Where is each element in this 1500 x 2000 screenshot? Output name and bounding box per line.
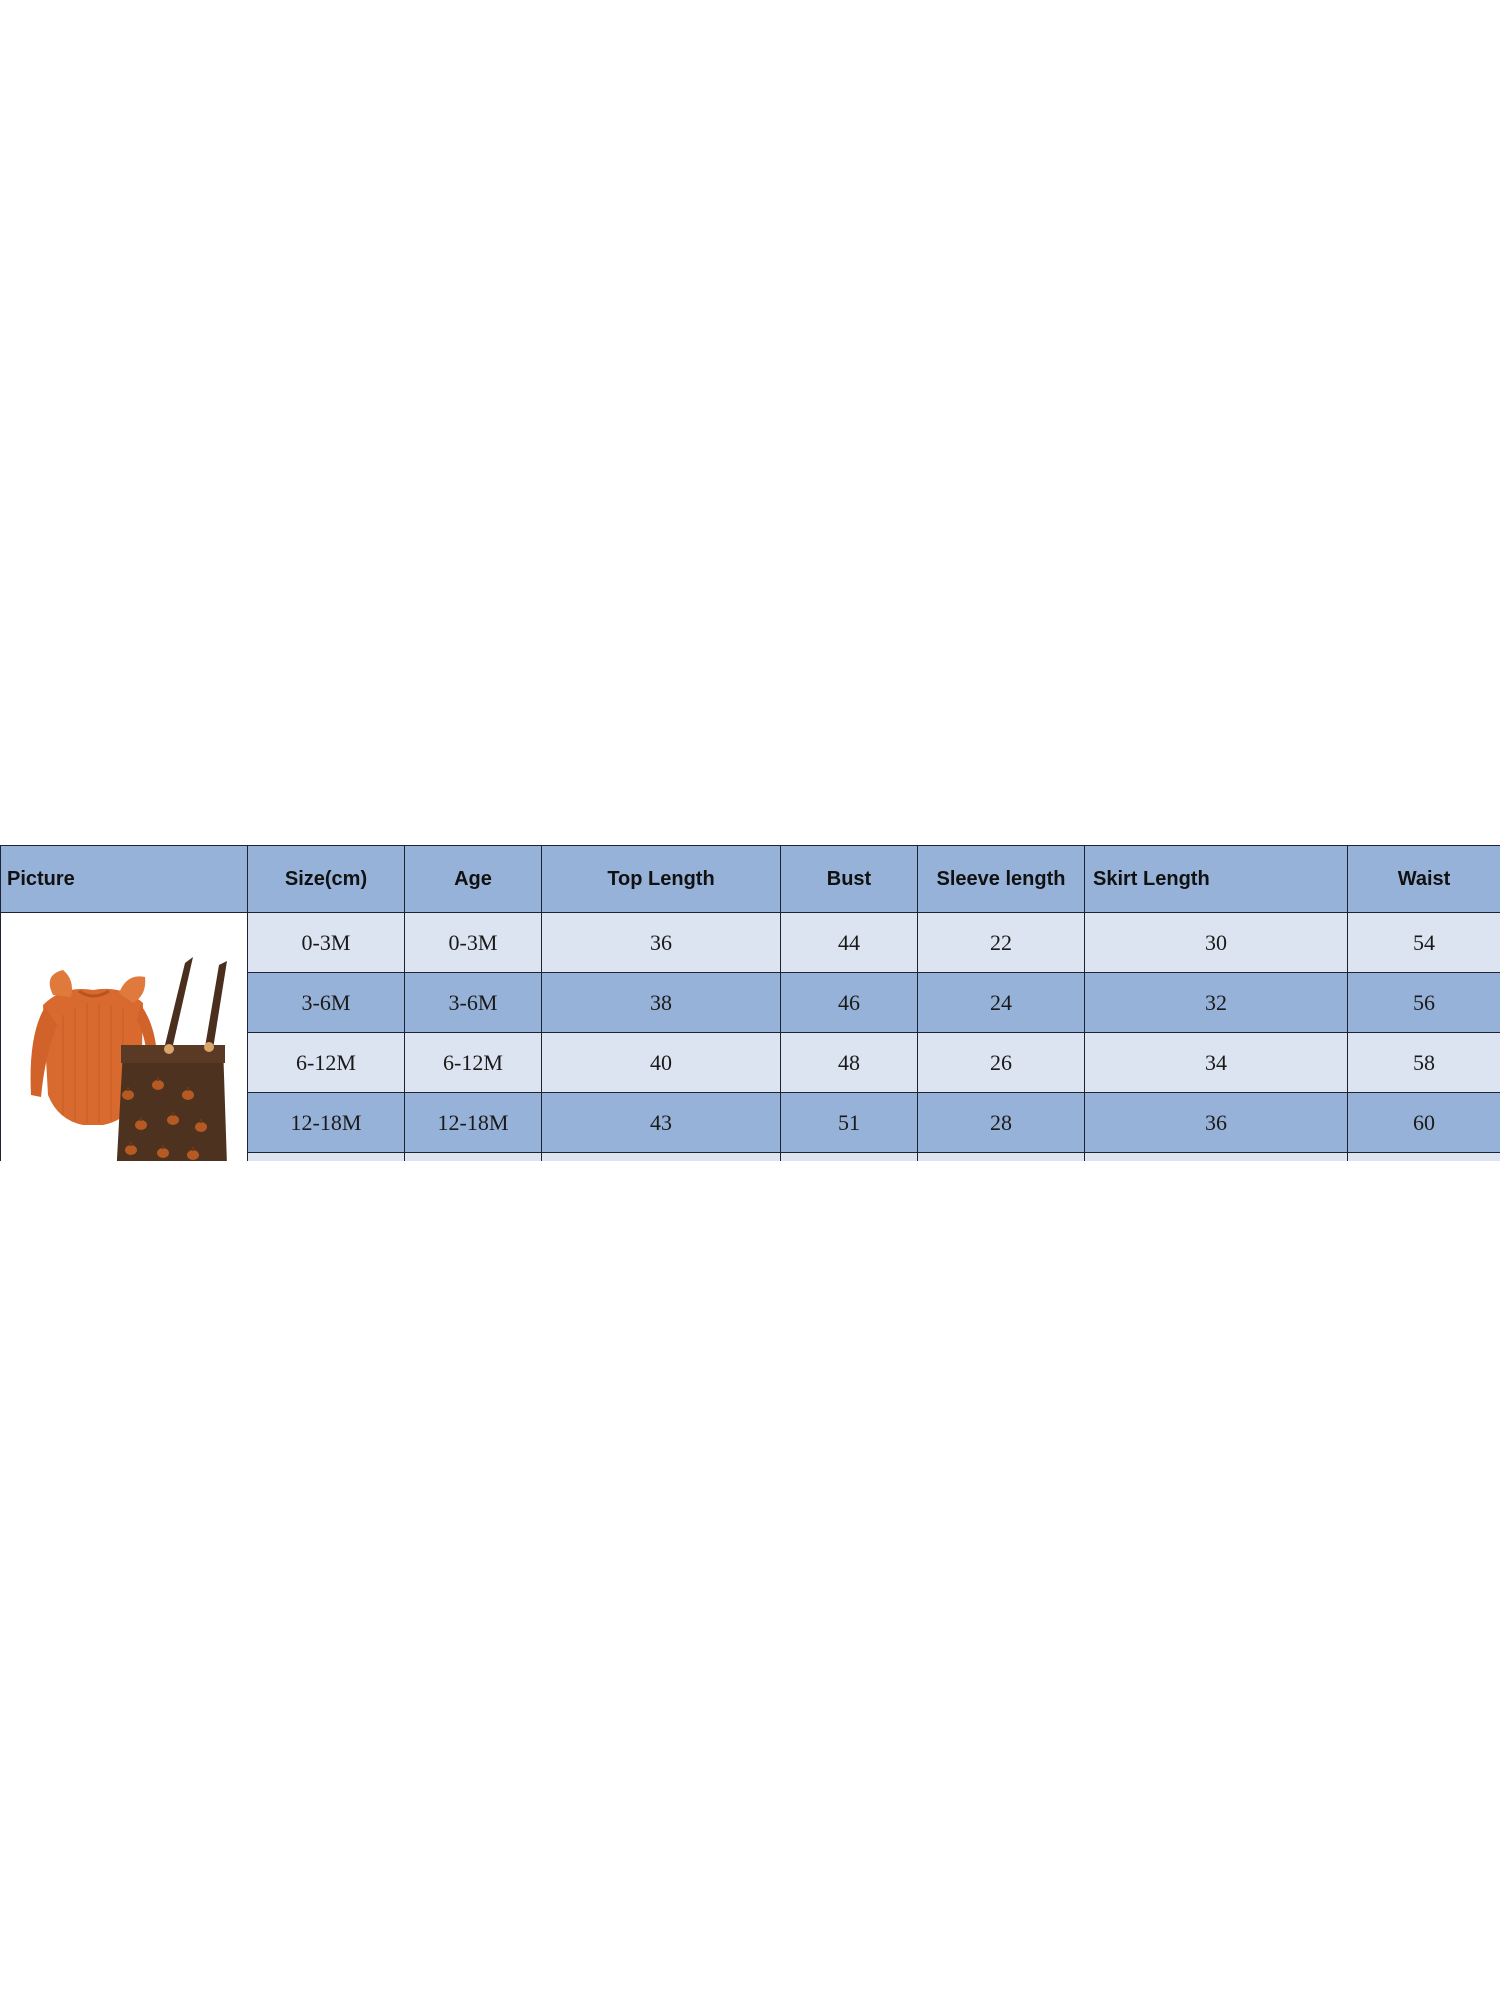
- size-row: [1, 913, 1500, 973]
- header-skirt-length: Skirt Length: [1085, 846, 1348, 913]
- cell-waist: 58: [1348, 1033, 1500, 1093]
- cell-skirt-length: 30: [1085, 913, 1348, 973]
- cell-waist: 56: [1348, 973, 1500, 1033]
- cell-top-length: 36: [542, 913, 781, 973]
- cell-skirt-length: 34: [1085, 1033, 1348, 1093]
- cut-off-cell: [405, 1153, 542, 1162]
- header-waist: Waist: [1348, 846, 1500, 913]
- cell-age: 0-3M: [405, 913, 542, 973]
- size-table: [0, 845, 1500, 1161]
- cell-bust: 44: [781, 913, 918, 973]
- cell-bust: 48: [781, 1033, 918, 1093]
- cut-off-cell: [918, 1153, 1085, 1162]
- cut-off-cell: [248, 1153, 405, 1162]
- cell-bust: 46: [781, 973, 918, 1033]
- cell-top-length: 38: [542, 973, 781, 1033]
- cell-size: 12-18M: [248, 1093, 405, 1153]
- header-sleeve-length: Sleeve length: [918, 846, 1085, 913]
- cut-off-cell: [1348, 1153, 1500, 1162]
- cell-waist: 54: [1348, 913, 1500, 973]
- cell-age: 12-18M: [405, 1093, 542, 1153]
- header-picture: Picture: [1, 846, 248, 913]
- cell-top-length: 40: [542, 1033, 781, 1093]
- cell-bust: 51: [781, 1093, 918, 1153]
- cell-sleeve-length: 26: [918, 1033, 1085, 1093]
- cell-size: 0-3M: [248, 913, 405, 973]
- cell-waist: 60: [1348, 1093, 1500, 1153]
- header-top-length: Top Length: [542, 846, 781, 913]
- cell-size: 6-12M: [248, 1033, 405, 1093]
- cell-age: 6-12M: [405, 1033, 542, 1093]
- header-age: Age: [405, 846, 542, 913]
- cut-off-cell: [1085, 1153, 1348, 1162]
- cut-off-cell: [781, 1153, 918, 1162]
- cell-sleeve-length: 22: [918, 913, 1085, 973]
- orange-ruffle-romper-and-brown-pumpkin-overall-dress-icon: [23, 945, 233, 1161]
- cell-sleeve-length: 28: [918, 1093, 1085, 1153]
- cell-sleeve-length: 24: [918, 973, 1085, 1033]
- cell-age: 3-6M: [405, 973, 542, 1033]
- cell-top-length: 43: [542, 1093, 781, 1153]
- cell-skirt-length: 36: [1085, 1093, 1348, 1153]
- size-chart: [0, 845, 1500, 1161]
- product-picture-cell: [1, 913, 248, 1162]
- header-bust: Bust: [781, 846, 918, 913]
- cell-size: 3-6M: [248, 973, 405, 1033]
- cell-skirt-length: 32: [1085, 973, 1348, 1033]
- header-row: [1, 846, 1500, 913]
- header-size: Size(cm): [248, 846, 405, 913]
- cut-off-cell: [542, 1153, 781, 1162]
